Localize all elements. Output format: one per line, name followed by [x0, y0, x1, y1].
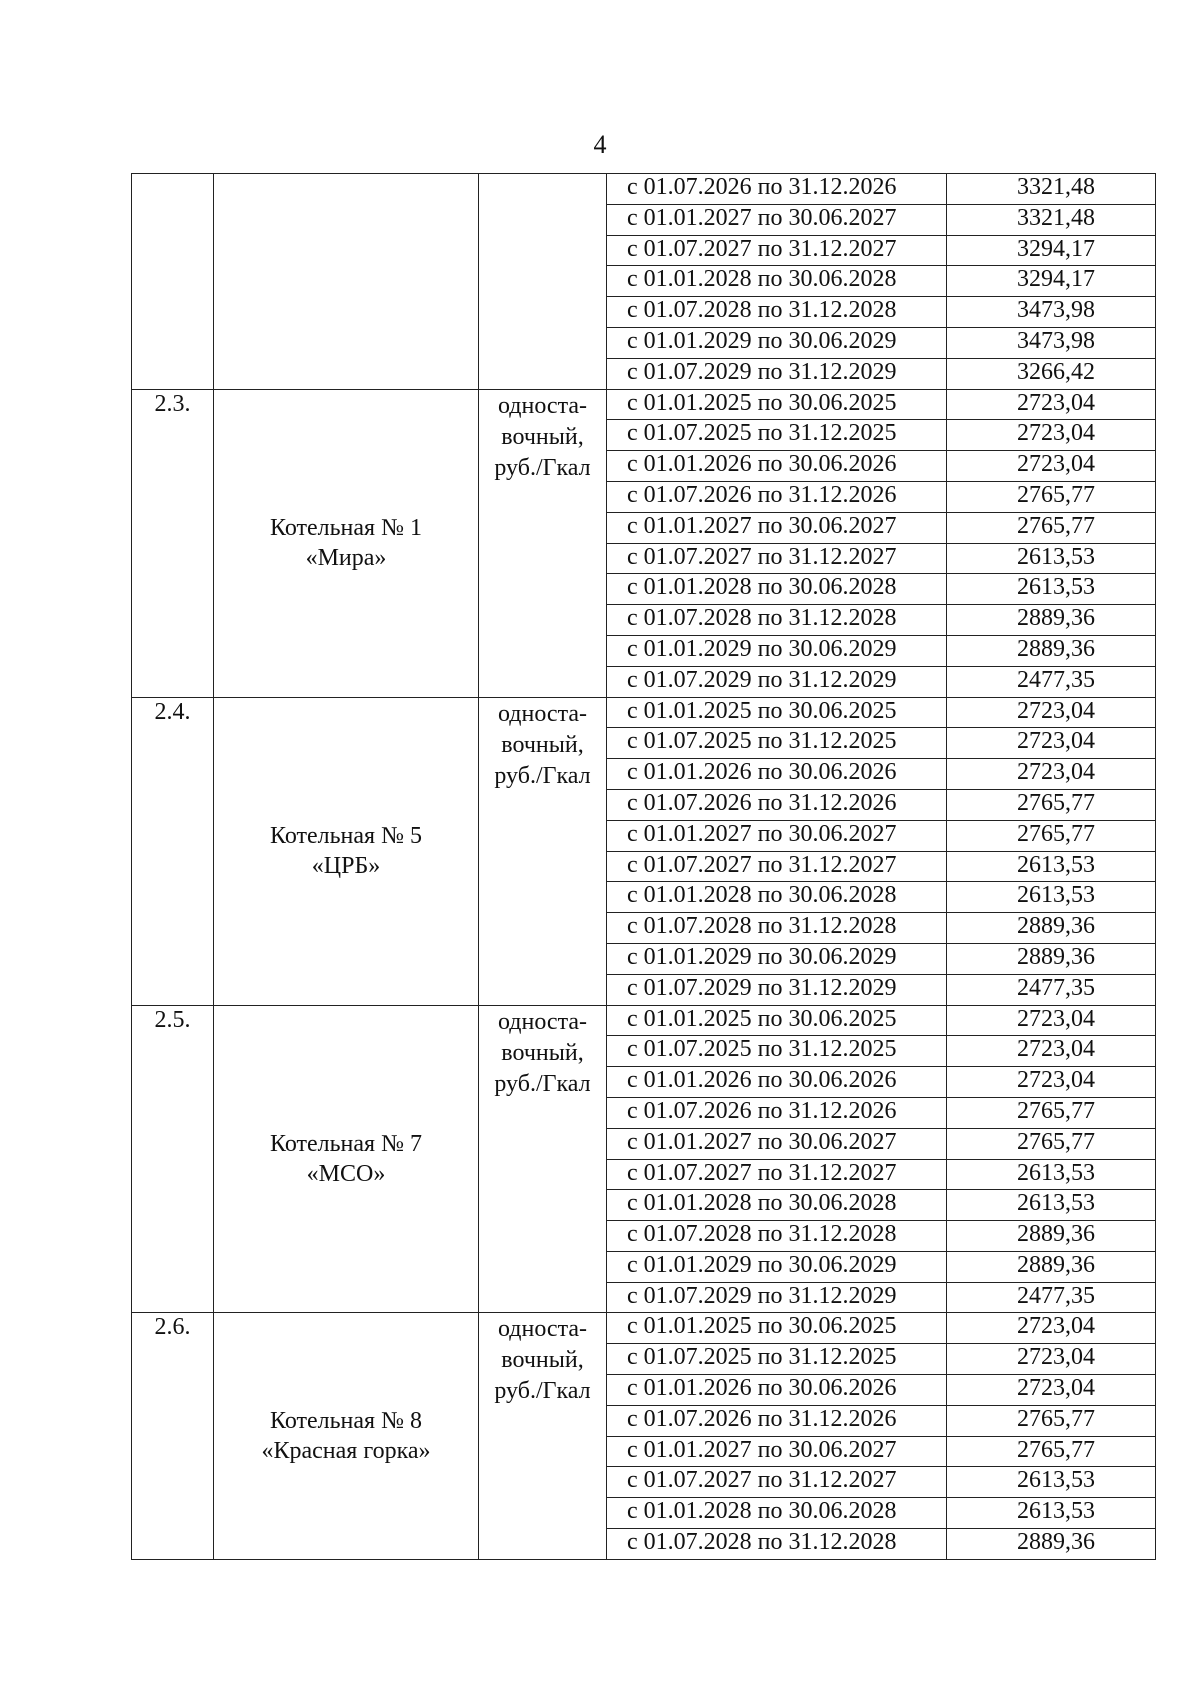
page-number: 4 [593, 130, 607, 159]
tariff-kind-line: руб./Гкал [494, 762, 591, 789]
boiler-name-line: «МСО» [306, 1161, 386, 1187]
table-row [132, 1313, 1156, 1344]
period-cell: с 01.01.2026 по 30.06.2026 [607, 1067, 947, 1098]
tariff-kind-line: односта- [497, 1008, 588, 1035]
tariff-value-cell: 2613,53 [947, 1159, 1156, 1190]
period-cell: с 01.01.2025 по 30.06.2025 [607, 1313, 947, 1344]
tariff-value-cell: 2889,36 [947, 1529, 1156, 1560]
tariff-value-cell: 2765,77 [947, 1128, 1156, 1159]
tariff-kind-line: руб./Гкал [494, 454, 591, 481]
tariff-value-cell: 3294,17 [947, 266, 1156, 297]
tariff-value-cell: 3473,98 [947, 327, 1156, 358]
tariff-value-cell: 2723,04 [947, 1036, 1156, 1067]
tariff-value-cell: 2765,77 [947, 1405, 1156, 1436]
period-cell: с 01.07.2027 по 31.12.2027 [607, 851, 947, 882]
tariff-value-cell: 2723,04 [947, 759, 1156, 790]
boiler-name-line: Котельная № 7 [270, 1131, 422, 1157]
tariff-value-cell: 2765,77 [947, 1436, 1156, 1467]
boiler-name-cell [214, 1005, 479, 1313]
period-cell: с 01.07.2029 по 31.12.2029 [607, 974, 947, 1005]
tariff-value-cell: 2613,53 [947, 1498, 1156, 1529]
item-number-cell: 2.3. [132, 389, 214, 697]
tariff-value-cell: 2477,35 [947, 1282, 1156, 1313]
tariff-value-cell: 2765,77 [947, 820, 1156, 851]
tariff-value-cell: 2613,53 [947, 851, 1156, 882]
boiler-name-line: «ЦРБ» [311, 853, 381, 880]
period-cell: с 01.01.2029 по 30.06.2029 [607, 327, 947, 358]
tariff-kind-line: односта- [497, 700, 588, 727]
tariff-value-cell: 2723,04 [947, 389, 1156, 420]
tariff-value-cell: 2477,35 [947, 974, 1156, 1005]
tariff-value-cell: 2723,04 [947, 697, 1156, 728]
tariff-kind-line: руб./Гкал [494, 1070, 591, 1097]
period-cell: с 01.07.2029 по 31.12.2029 [607, 666, 947, 697]
period-cell: с 01.01.2029 по 30.06.2029 [607, 1251, 947, 1282]
tariff-value-cell: 2723,04 [947, 1005, 1156, 1036]
period-cell: с 01.01.2026 по 30.06.2026 [607, 451, 947, 482]
period-cell: с 01.07.2028 по 31.12.2028 [607, 605, 947, 636]
tariff-value-cell: 2613,53 [947, 882, 1156, 913]
tariff-kind-cell [479, 1005, 607, 1313]
tariff-kind-line: вочный, [501, 1039, 584, 1066]
period-cell: с 01.01.2027 по 30.06.2027 [607, 204, 947, 235]
table-row [132, 1005, 1156, 1036]
item-number-cell [132, 174, 214, 390]
table-row [132, 697, 1156, 728]
period-cell: с 01.01.2029 по 30.06.2029 [607, 943, 947, 974]
period-cell: с 01.01.2027 по 30.06.2027 [607, 512, 947, 543]
period-cell: с 01.07.2029 по 31.12.2029 [607, 1282, 947, 1313]
period-cell: с 01.01.2028 по 30.06.2028 [607, 882, 947, 913]
period-cell: с 01.01.2026 по 30.06.2026 [607, 759, 947, 790]
tariff-kind-cell [479, 389, 607, 697]
period-cell: с 01.07.2029 по 31.12.2029 [607, 358, 947, 389]
period-cell: с 01.01.2028 по 30.06.2028 [607, 574, 947, 605]
tariff-kind-line: руб./Гкал [494, 1378, 591, 1405]
boiler-name-line: «Красная горка» [261, 1438, 431, 1465]
tariff-kind-line: односта- [497, 1316, 588, 1343]
tariff-value-cell: 2723,04 [947, 728, 1156, 759]
item-number-cell: 2.6. [132, 1313, 214, 1559]
period-cell: с 01.01.2028 по 30.06.2028 [607, 1498, 947, 1529]
period-cell: с 01.07.2025 по 31.12.2025 [607, 1036, 947, 1067]
boiler-name-line: «Мира» [305, 545, 387, 572]
tariff-value-cell: 2613,53 [947, 543, 1156, 574]
tariff-value-cell: 2889,36 [947, 1221, 1156, 1252]
tariff-value-cell: 2613,53 [947, 1467, 1156, 1498]
table-row [132, 174, 1156, 205]
boiler-name-line: Котельная № 5 [270, 823, 422, 850]
period-cell: с 01.01.2025 по 30.06.2025 [607, 1005, 947, 1036]
tariff-value-cell: 2765,77 [947, 481, 1156, 512]
period-cell: с 01.07.2025 по 31.12.2025 [607, 728, 947, 759]
boiler-name-line: Котельная № 8 [270, 1408, 422, 1435]
tariff-value-cell: 2765,77 [947, 512, 1156, 543]
tariff-kind-line: вочный, [501, 1347, 584, 1374]
tariff-value-cell: 2889,36 [947, 1251, 1156, 1282]
tariff-value-cell: 3473,98 [947, 297, 1156, 328]
boiler-name-line: Котельная № 1 [270, 515, 422, 542]
tariff-value-cell: 2723,04 [947, 420, 1156, 451]
tariff-kind-cell [479, 1313, 607, 1559]
boiler-name-cell [214, 389, 479, 697]
tariff-value-cell: 3294,17 [947, 235, 1156, 266]
item-number-cell: 2.5. [132, 1005, 214, 1313]
period-cell: с 01.01.2025 по 30.06.2025 [607, 697, 947, 728]
tariff-value-cell: 3266,42 [947, 358, 1156, 389]
period-cell: с 01.07.2025 по 31.12.2025 [607, 420, 947, 451]
tariff-value-cell: 2765,77 [947, 1097, 1156, 1128]
tariff-value-cell: 2723,04 [947, 451, 1156, 482]
period-cell: с 01.01.2027 по 30.06.2027 [607, 1128, 947, 1159]
period-cell: с 01.07.2027 по 31.12.2027 [607, 235, 947, 266]
tariff-value-cell: 2889,36 [947, 605, 1156, 636]
period-cell: с 01.07.2027 по 31.12.2027 [607, 1159, 947, 1190]
period-cell: с 01.07.2026 по 31.12.2026 [607, 1405, 947, 1436]
tariff-value-cell: 2613,53 [947, 1190, 1156, 1221]
tariff-kind-line: вочный, [501, 423, 584, 450]
tariff-value-cell: 2723,04 [947, 1313, 1156, 1344]
tariff-value-cell: 3321,48 [947, 174, 1156, 205]
period-cell: с 01.07.2026 по 31.12.2026 [607, 174, 947, 205]
period-cell: с 01.07.2025 по 31.12.2025 [607, 1344, 947, 1375]
tariff-value-cell: 2477,35 [947, 666, 1156, 697]
period-cell: с 01.07.2026 по 31.12.2026 [607, 789, 947, 820]
table-row [132, 389, 1156, 420]
tariff-value-cell: 3321,48 [947, 204, 1156, 235]
tariff-kind-cell [479, 174, 607, 390]
period-cell: с 01.01.2027 по 30.06.2027 [607, 1436, 947, 1467]
period-cell: с 01.07.2028 по 31.12.2028 [607, 1529, 947, 1560]
tariff-value-cell: 2723,04 [947, 1375, 1156, 1406]
tariff-value-cell: 2889,36 [947, 943, 1156, 974]
tariff-kind-cell [479, 697, 607, 1005]
period-cell: с 01.01.2027 по 30.06.2027 [607, 820, 947, 851]
tariff-table [131, 173, 1156, 1560]
tariff-value-cell: 2889,36 [947, 635, 1156, 666]
boiler-name-cell [214, 697, 479, 1005]
period-cell: с 01.01.2025 по 30.06.2025 [607, 389, 947, 420]
period-cell: с 01.01.2028 по 30.06.2028 [607, 1190, 947, 1221]
period-cell: с 01.07.2027 по 31.12.2027 [607, 1467, 947, 1498]
tariff-kind-line: односта- [497, 392, 588, 419]
boiler-name-cell [214, 1313, 479, 1559]
period-cell: с 01.07.2027 по 31.12.2027 [607, 543, 947, 574]
tariff-value-cell: 2613,53 [947, 574, 1156, 605]
period-cell: с 01.07.2028 по 31.12.2028 [607, 913, 947, 944]
boiler-name-cell [214, 174, 479, 390]
tariff-value-cell: 2889,36 [947, 913, 1156, 944]
period-cell: с 01.07.2028 по 31.12.2028 [607, 297, 947, 328]
tariff-value-cell: 2765,77 [947, 789, 1156, 820]
period-cell: с 01.01.2028 по 30.06.2028 [607, 266, 947, 297]
tariff-kind-line: вочный, [501, 731, 584, 758]
item-number-cell: 2.4. [132, 697, 214, 1005]
period-cell: с 01.01.2029 по 30.06.2029 [607, 635, 947, 666]
tariff-value-cell: 2723,04 [947, 1344, 1156, 1375]
period-cell: с 01.07.2026 по 31.12.2026 [607, 481, 947, 512]
period-cell: с 01.01.2026 по 30.06.2026 [607, 1375, 947, 1406]
period-cell: с 01.07.2028 по 31.12.2028 [607, 1221, 947, 1252]
tariff-value-cell: 2723,04 [947, 1067, 1156, 1098]
period-cell: с 01.07.2026 по 31.12.2026 [607, 1097, 947, 1128]
tariff-table-body [132, 174, 1156, 1560]
